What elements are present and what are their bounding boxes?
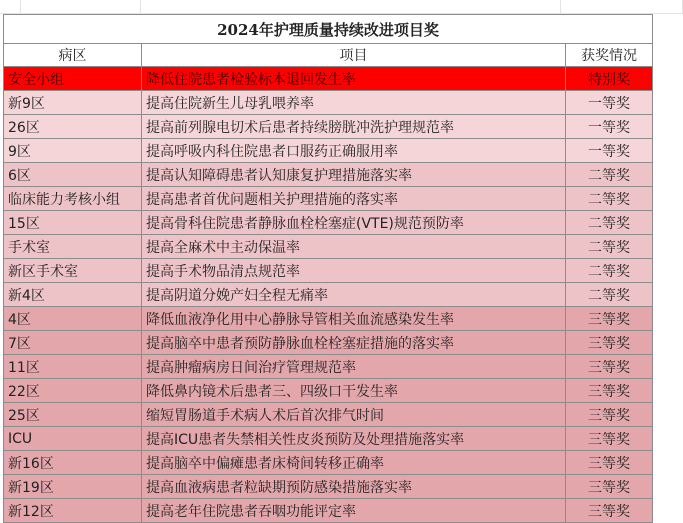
table-row bbox=[4, 499, 653, 523]
award-cell[interactable]: 二等奖 bbox=[566, 163, 653, 187]
ward-cell[interactable]: ICU bbox=[4, 427, 142, 451]
ward-cell[interactable]: 15区 bbox=[4, 211, 142, 235]
table-row bbox=[4, 67, 653, 91]
award-cell[interactable]: 三等奖 bbox=[566, 331, 653, 355]
project-cell[interactable]: 提高全麻术中主动保温率 bbox=[142, 235, 566, 259]
ward-cell[interactable]: 11区 bbox=[4, 355, 142, 379]
project-cell[interactable]: 降低鼻内镜术后患者三、四级口干发生率 bbox=[142, 379, 566, 403]
header-award[interactable]: 获奖情况 bbox=[566, 44, 653, 67]
ward-cell[interactable]: 7区 bbox=[4, 331, 142, 355]
ward-cell[interactable]: 26区 bbox=[4, 115, 142, 139]
table-row bbox=[4, 235, 653, 259]
award-cell[interactable]: 二等奖 bbox=[566, 283, 653, 307]
ward-cell[interactable]: 新12区 bbox=[4, 499, 142, 523]
ward-cell[interactable]: 新区手术室 bbox=[4, 259, 142, 283]
table-row bbox=[4, 283, 653, 307]
award-cell[interactable]: 三等奖 bbox=[566, 451, 653, 475]
project-cell[interactable]: 降低血液净化用中心静脉导管相关血流感染发生率 bbox=[142, 307, 566, 331]
project-cell[interactable]: 提高住院新生儿母乳喂养率 bbox=[142, 91, 566, 115]
table-row bbox=[4, 379, 653, 403]
table-title-row bbox=[4, 15, 653, 44]
project-cell[interactable]: 提高前列腺电切术后患者持续膀胱冲洗护理规范率 bbox=[142, 115, 566, 139]
table-title[interactable]: 2024年护理质量持续改进项目奖 bbox=[4, 15, 653, 44]
ward-cell[interactable]: 9区 bbox=[4, 139, 142, 163]
project-cell[interactable]: 提高老年住院患者吞咽功能评定率 bbox=[142, 499, 566, 523]
header-ward[interactable]: 病区 bbox=[4, 44, 142, 67]
table-row bbox=[4, 91, 653, 115]
award-cell[interactable]: 特别奖 bbox=[566, 67, 653, 91]
award-cell[interactable]: 二等奖 bbox=[566, 259, 653, 283]
header-row bbox=[4, 44, 653, 67]
grid-cell bbox=[140, 0, 561, 14]
grid-cell bbox=[0, 0, 21, 14]
table-row bbox=[4, 211, 653, 235]
award-cell[interactable]: 三等奖 bbox=[566, 499, 653, 523]
project-cell[interactable]: 提高脑卒中偏瘫患者床椅间转移正确率 bbox=[142, 451, 566, 475]
project-cell[interactable]: 降低住院患者检验标本退回发生率 bbox=[142, 67, 566, 91]
grid-cell bbox=[560, 0, 683, 14]
award-cell[interactable]: 一等奖 bbox=[566, 139, 653, 163]
table-row bbox=[4, 259, 653, 283]
award-cell[interactable]: 二等奖 bbox=[566, 187, 653, 211]
table-row bbox=[4, 331, 653, 355]
table-row bbox=[4, 187, 653, 211]
award-cell[interactable]: 一等奖 bbox=[566, 115, 653, 139]
table-row bbox=[4, 403, 653, 427]
award-table bbox=[3, 14, 653, 523]
header-project[interactable]: 项目 bbox=[142, 44, 566, 67]
ward-cell[interactable]: 新16区 bbox=[4, 451, 142, 475]
award-cell[interactable]: 三等奖 bbox=[566, 355, 653, 379]
project-cell[interactable]: 提高骨科住院患者静脉血栓栓塞症(VTE)规范预防率 bbox=[142, 211, 566, 235]
project-cell[interactable]: 提高认知障碍患者认知康复护理措施落实率 bbox=[142, 163, 566, 187]
award-cell[interactable]: 三等奖 bbox=[566, 379, 653, 403]
project-cell[interactable]: 提高脑卒中患者预防静脉血栓栓塞症措施的落实率 bbox=[142, 331, 566, 355]
project-cell[interactable]: 提高肿瘤病房日间治疗管理规范率 bbox=[142, 355, 566, 379]
award-cell[interactable]: 三等奖 bbox=[566, 427, 653, 451]
table-row bbox=[4, 115, 653, 139]
table-row bbox=[4, 163, 653, 187]
spreadsheet-top-strip bbox=[0, 0, 683, 14]
table-row bbox=[4, 475, 653, 499]
ward-cell[interactable]: 4区 bbox=[4, 307, 142, 331]
project-cell[interactable]: 提高手术物品清点规范率 bbox=[142, 259, 566, 283]
project-cell[interactable]: 提高阴道分娩产妇全程无痛率 bbox=[142, 283, 566, 307]
project-cell[interactable]: 缩短胃肠道手术病人术后首次排气时间 bbox=[142, 403, 566, 427]
award-cell[interactable]: 二等奖 bbox=[566, 211, 653, 235]
ward-cell[interactable]: 临床能力考核小组 bbox=[4, 187, 142, 211]
table-row bbox=[4, 355, 653, 379]
award-cell[interactable]: 三等奖 bbox=[566, 307, 653, 331]
ward-cell[interactable]: 安全小组 bbox=[4, 67, 142, 91]
ward-cell[interactable]: 新19区 bbox=[4, 475, 142, 499]
project-cell[interactable]: 提高ICU患者失禁相关性皮炎预防及处理措施落实率 bbox=[142, 427, 566, 451]
project-cell[interactable]: 提高血液病患者粒缺期预防感染措施落实率 bbox=[142, 475, 566, 499]
project-cell[interactable]: 提高呼吸内科住院患者口服药正确服用率 bbox=[142, 139, 566, 163]
award-cell[interactable]: 三等奖 bbox=[566, 475, 653, 499]
ward-cell[interactable]: 6区 bbox=[4, 163, 142, 187]
table-row bbox=[4, 139, 653, 163]
project-cell[interactable]: 提高患者首优问题相关护理措施的落实率 bbox=[142, 187, 566, 211]
ward-cell[interactable]: 手术室 bbox=[4, 235, 142, 259]
award-cell[interactable]: 一等奖 bbox=[566, 91, 653, 115]
ward-cell[interactable]: 新9区 bbox=[4, 91, 142, 115]
ward-cell[interactable]: 22区 bbox=[4, 379, 142, 403]
ward-cell[interactable]: 新4区 bbox=[4, 283, 142, 307]
table-row bbox=[4, 307, 653, 331]
table-row bbox=[4, 427, 653, 451]
table-row bbox=[4, 451, 653, 475]
grid-cell bbox=[20, 0, 141, 14]
award-cell[interactable]: 三等奖 bbox=[566, 403, 653, 427]
ward-cell[interactable]: 25区 bbox=[4, 403, 142, 427]
award-cell[interactable]: 二等奖 bbox=[566, 235, 653, 259]
